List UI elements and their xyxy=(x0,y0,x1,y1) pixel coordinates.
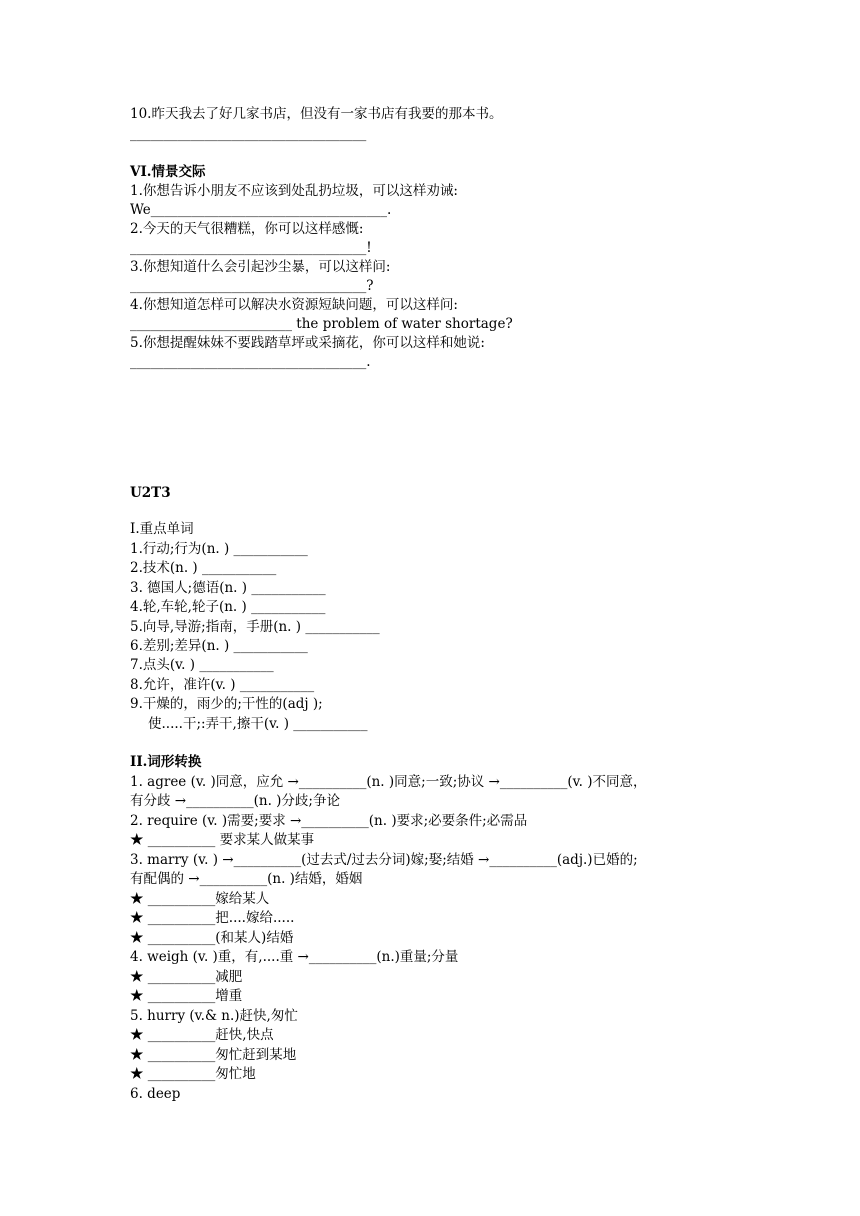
dialogue-answer-5: ___________________________________. xyxy=(130,354,371,370)
form-item: 3. marry (v. ) →__________(过去式/过去分词)嫁;娶;结婚 →__________(adj.)已婚的; xyxy=(130,852,638,868)
dialogue-prompt-1: 1.你想告诉小朋友不应该到处乱扔垃圾，可以这样劝诫: xyxy=(130,183,458,199)
dialogue-answer-4: ________________________ the problem of water shortage? xyxy=(130,316,513,332)
dialogue-prompt-2: 2.今天的天气很糟糕，你可以这样感慨: xyxy=(130,221,364,237)
form-item: ★ __________匆忙赶到某地 xyxy=(130,1047,297,1063)
word-item: 1.行动;行为(n. ) ___________ xyxy=(130,541,308,557)
section-heading-vi: VI.情景交际 xyxy=(130,164,206,180)
answer-blank: ___________________________________ xyxy=(130,126,367,142)
form-item: ★ __________把....嫁给..... xyxy=(130,910,295,926)
form-item: 6. deep xyxy=(130,1086,181,1102)
dialogue-answer-3: ___________________________________? xyxy=(130,278,374,294)
form-item: ★ __________增重 xyxy=(130,988,243,1004)
section-heading-i: I.重点单词 xyxy=(130,521,194,537)
form-item: 有分歧 →__________(n. )分歧;争论 xyxy=(130,793,340,809)
form-item: ★ __________赶快,快点 xyxy=(130,1027,274,1043)
unit-title: U2T3 xyxy=(130,485,171,501)
form-item: 4. weigh (v. )重，有,....重 →__________(n.)重量;分量 xyxy=(130,949,459,965)
form-item: 2. require (v. )需要;要求 →__________(n. )要求;必要条件;必需品 xyxy=(130,813,528,829)
form-item: 1. agree (v. )同意，应允 →__________(n. )同意;一致;协议 →__________(v. )不同意， xyxy=(130,774,647,790)
word-item: 6.差别;差异(n. ) ___________ xyxy=(130,638,308,654)
word-item: 5.向导,导游;指南，手册(n. ) ___________ xyxy=(130,619,380,635)
word-item: 2.技术(n. ) ___________ xyxy=(130,560,277,576)
word-item: 3. 德国人;德语(n. ) ___________ xyxy=(130,580,326,596)
word-item: 4.轮,车轮,轮子(n. ) ___________ xyxy=(130,599,326,615)
dialogue-prompt-4: 4.你想知道怎样可以解决水资源短缺问题，可以这样问: xyxy=(130,297,458,313)
dialogue-prompt-3: 3.你想知道什么会引起沙尘暴，可以这样问: xyxy=(130,259,391,275)
dialogue-answer-1: We___________________________________. xyxy=(130,202,392,218)
form-item: ★ __________ 要求某人做某事 xyxy=(130,832,315,848)
section-heading-ii: II.词形转换 xyxy=(130,754,202,770)
word-item-continued: 使.....干;:弄干,擦干(v. ) ___________ xyxy=(148,716,368,732)
form-item: 5. hurry (v.& n.)赶快,匆忙 xyxy=(130,1008,298,1024)
form-item: ★ __________(和某人)结婚 xyxy=(130,930,294,946)
dialogue-prompt-5: 5.你想提醒妹妹不要践踏草坪或采摘花，你可以这样和她说: xyxy=(130,335,485,351)
word-item: 7.点头(v. ) ___________ xyxy=(130,657,274,673)
dialogue-answer-2: ___________________________________! xyxy=(130,240,372,256)
form-item: ★ __________匆忙地 xyxy=(130,1066,256,1082)
form-item: 有配偶的 →__________(n. )结婚，婚姻 xyxy=(130,871,363,887)
form-item: ★ __________减肥 xyxy=(130,969,243,985)
word-item: 8.允许，准许(v. ) ___________ xyxy=(130,677,315,693)
form-item: ★ __________嫁给某人 xyxy=(130,891,270,907)
word-item: 9.干燥的，雨少的;干性的(adj ); xyxy=(130,696,323,712)
question-10: 10.昨天我去了好几家书店，但没有一家书店有我要的那本书。 xyxy=(130,106,503,122)
